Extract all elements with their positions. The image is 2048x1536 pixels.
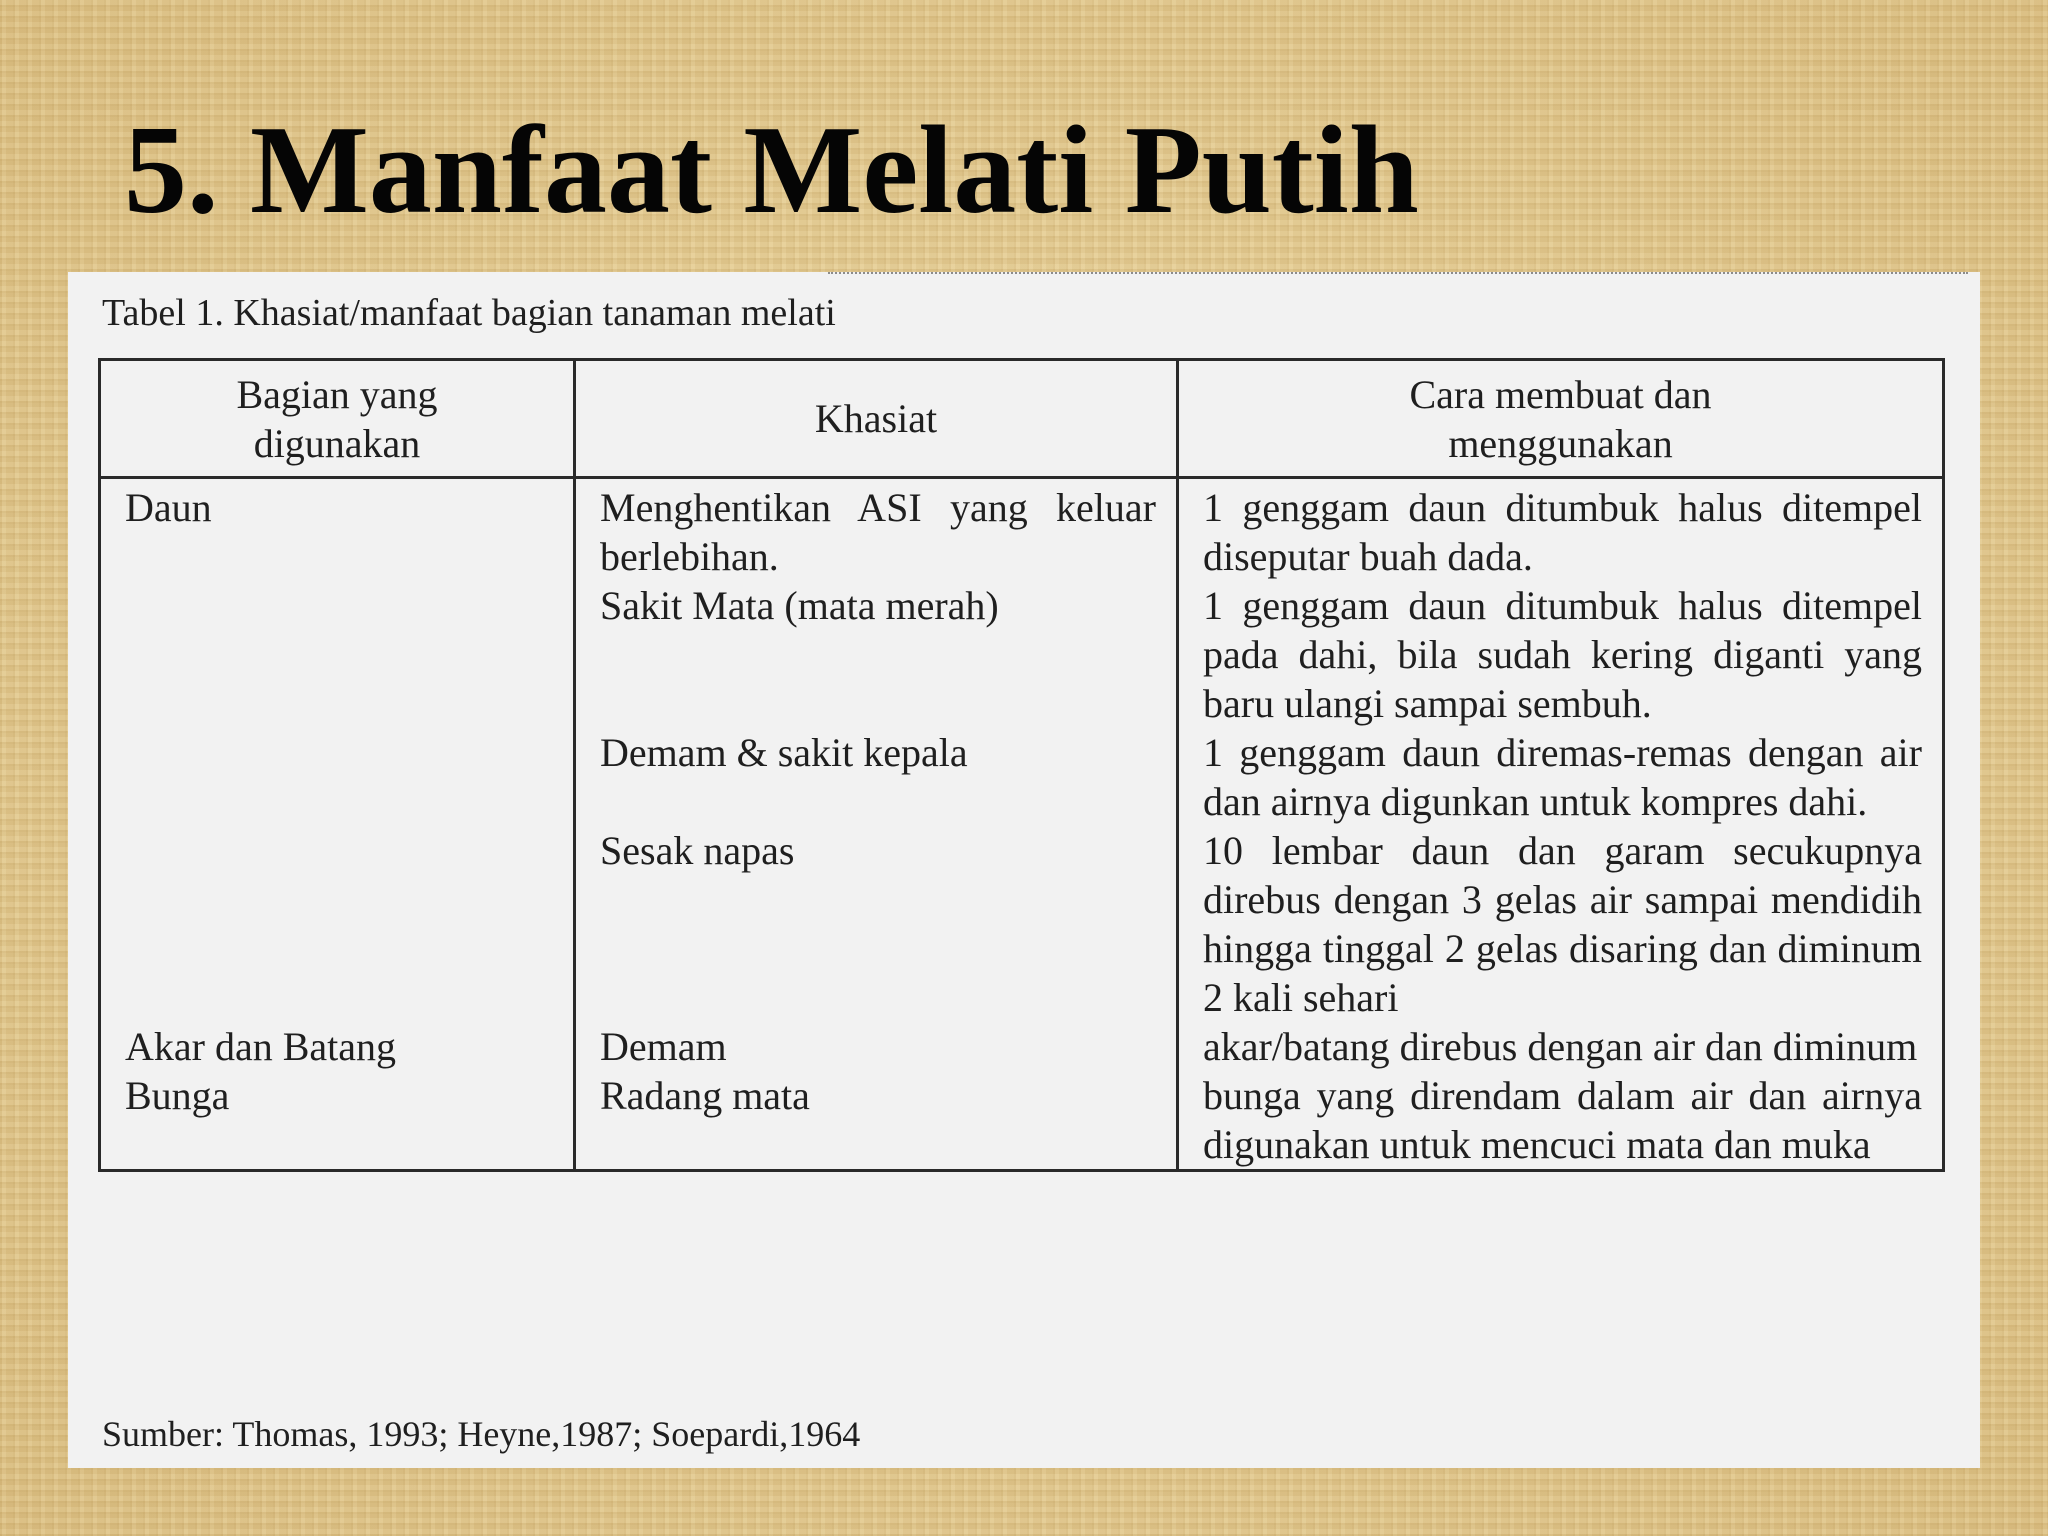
cell-benefit: Sakit Mata (mata merah) — [575, 581, 1178, 728]
cell-benefit: Sesak napas — [575, 826, 1178, 1022]
table-row — [100, 728, 1944, 826]
cell-part: Bunga — [100, 1071, 575, 1171]
slide-title: 5. Manfaat Melati Putih — [124, 101, 1419, 240]
header-part-line2: digunakan — [253, 420, 421, 466]
cell-part — [100, 728, 575, 826]
table-source: Sumber: Thomas, 1993; Heyne,1987; Soepardi,1964 — [102, 1414, 861, 1454]
cell-part — [100, 581, 575, 728]
table-row — [100, 1022, 1944, 1071]
header-benefit: Khasiat — [575, 360, 1178, 478]
table-header-row — [100, 360, 1944, 478]
cell-benefit: Demam & sakit kepala — [575, 728, 1178, 826]
cell-method: bunga yang direndam dalam air dan airnya digunakan untuk mencuci mata dan muka — [1178, 1071, 1944, 1171]
cell-benefit: Demam — [575, 1022, 1178, 1071]
cell-method: 1 genggam daun ditumbuk halus ditempel pada dahi, bila sudah kering diganti yang baru ulangi sampai sembuh. — [1178, 581, 1944, 728]
table-caption: Tabel 1. Khasiat/manfaat bagian tanaman melati — [102, 292, 836, 334]
cell-part — [100, 826, 575, 1022]
cell-benefit: Radang mata — [575, 1071, 1178, 1171]
cell-part: Daun — [100, 478, 575, 582]
header-part-line1: Bagian yang — [236, 371, 438, 417]
benefits-table — [98, 358, 1945, 1172]
cell-part: Akar dan Batang — [100, 1022, 575, 1071]
table-row — [100, 478, 1944, 582]
cell-method: 10 lembar daun dan garam secukupnya direbus dengan 3 gelas air sampai mendidih hingga tinggal 2 gelas disaring dan diminum 2 kali sehari — [1178, 826, 1944, 1022]
cell-method: 1 genggam daun diremas-remas dengan air dan airnya digunkan untuk kompres dahi. — [1178, 728, 1944, 826]
header-method-line1: Cara membuat dan — [1409, 371, 1712, 417]
cell-benefit: Menghentikan ASI yang keluar berlebihan. — [575, 478, 1178, 582]
table-row — [100, 581, 1944, 728]
header-method-line2: menggunakan — [1448, 420, 1673, 466]
table-row — [100, 826, 1944, 1022]
header-part-used — [100, 360, 575, 478]
table-image-panel — [68, 272, 1980, 1468]
table-row — [100, 1071, 1944, 1171]
header-method — [1178, 360, 1944, 478]
cell-method: akar/batang direbus dengan air dan diminum — [1178, 1022, 1944, 1071]
cell-method: 1 genggam daun ditumbuk halus ditempel diseputar buah dada. — [1178, 478, 1944, 582]
scan-artifact-line — [828, 272, 1968, 280]
